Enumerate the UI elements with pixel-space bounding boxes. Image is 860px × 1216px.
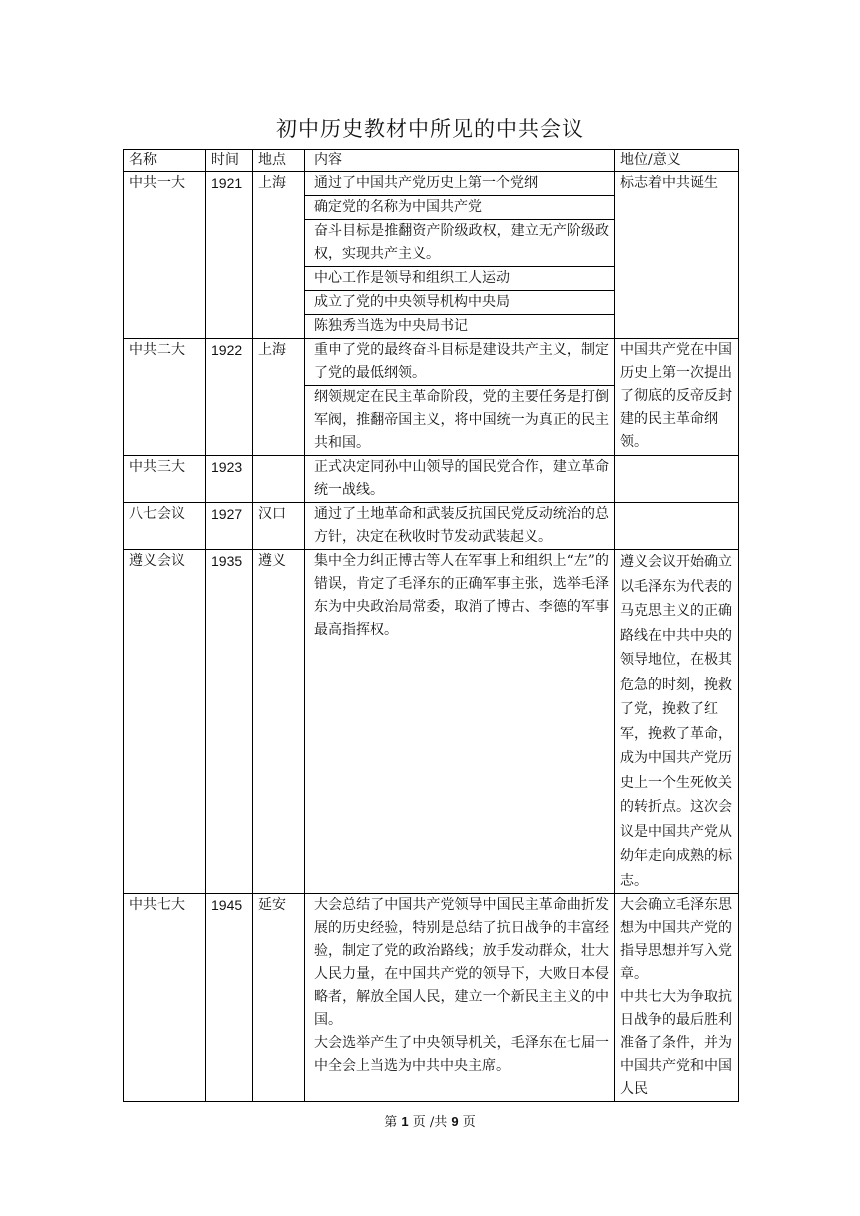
meeting-year: 1922: [206, 339, 253, 456]
table-row: [124, 550, 739, 894]
meeting-content: [305, 894, 615, 1102]
meeting-year: 1927: [206, 503, 253, 550]
meeting-year: 1935: [206, 550, 253, 894]
table-row: [124, 503, 739, 550]
content-item: 中心工作是领导和组织工人运动: [305, 267, 614, 291]
meeting-content: [305, 550, 615, 894]
content-item: 正式决定同孙中山领导的国民党合作，建立革命统一战线。: [314, 459, 609, 498]
header-content: 内容: [305, 150, 615, 172]
content-item: 通过了中国共产党历史上第一个党纲: [305, 172, 614, 196]
meeting-significance: [615, 503, 739, 550]
table-row: [124, 172, 739, 339]
significance-item: 大会确立毛泽东思想为中国共产党的指导思想并写入党章。: [620, 897, 732, 982]
meetings-table: [123, 149, 739, 1102]
meeting-name: 中共一大: [124, 172, 206, 339]
header-time: 时间: [206, 150, 253, 172]
content-item: 重申了党的最终奋斗目标是建设共产主义，制定了党的最低纲领。: [305, 339, 614, 386]
page-footer: [0, 1111, 860, 1130]
meeting-name: 中共七大: [124, 894, 206, 1102]
content-item: 集中全力纠正博古等人在军事上和组织上“左”的错误，肯定了毛泽东的正确军事主张，选举毛泽东为中央政治局常委，取消了博古、李德的军事最高指挥权。: [314, 553, 609, 638]
header-significance: 地位/意义: [615, 150, 739, 172]
content-item: 成立了党的中央领导机构中央局: [305, 291, 614, 315]
meeting-place: 延安: [253, 894, 305, 1102]
table-row: [124, 339, 739, 456]
content-item: 纲领规定在民主革命阶段，党的主要任务是打倒军阀，推翻帝国主义，将中国统一为真正的民主共和国。: [314, 389, 609, 451]
meeting-name: 中共三大: [124, 456, 206, 503]
footer-suffix: 页: [462, 1115, 476, 1130]
header-name: 名称: [124, 150, 206, 172]
content-item: 确定党的名称为中国共产党: [305, 196, 614, 220]
meeting-year: 1945: [206, 894, 253, 1102]
table-row: [124, 456, 739, 503]
content-item: 奋斗目标是推翻资产阶级政权，建立无产阶级政权，实现共产主义。: [305, 220, 614, 267]
meeting-significance: [615, 894, 739, 1102]
page-title: 初中历史教材中所见的中共会议: [276, 117, 584, 141]
content-item: 通过了土地革命和武装反抗国民党反动统治的总方针，决定在秋收时节发动武装起义。: [314, 506, 609, 545]
meeting-content: [305, 172, 615, 339]
meeting-significance: 遵义会议开始确立以毛泽东为代表的马克思主义的正确路线在中共中央的领导地位，在极其危急的时刻，挽救了党，挽救了红军，挽救了革命，成为中国共产党历史上一个生死攸关的转折点。这次会议是中国共产党从幼年走向成熟的标志。: [615, 550, 739, 894]
meeting-place: 上海: [253, 172, 305, 339]
significance-item: 中共七大为争取抗日战争的最后胜利准备了条件，并为中国共产党和中国人民: [620, 989, 732, 1097]
content-item: 大会选举产生了中央领导机关，毛泽东在七届一中全会上当选为中共中央主席。: [314, 1035, 609, 1074]
content-item: 大会总结了中国共产党领导中国民主革命曲折发展的历史经验，特别是总结了抗日战争的丰富经验，制定了党的政治路线；放手发动群众，壮大人民力量，在中国共产党的领导下，大败日本侵略者，解放全国人民，建立一个新民主主义的中国。: [314, 897, 609, 1028]
meeting-significance: [615, 456, 739, 503]
meeting-content: [305, 503, 615, 550]
meeting-content: [305, 339, 615, 456]
footer-page-number: 1: [401, 1114, 409, 1129]
meeting-significance: 标志着中共诞生: [615, 172, 739, 339]
meeting-name: 中共二大: [124, 339, 206, 456]
table-row: [124, 894, 739, 1102]
footer-total-pages: 9: [451, 1114, 459, 1129]
meeting-place: [253, 456, 305, 503]
content-item: 陈独秀当选为中央局书记: [314, 318, 468, 334]
meeting-place: 上海: [253, 339, 305, 456]
meeting-name: 遵义会议: [124, 550, 206, 894]
meeting-place: 遵义: [253, 550, 305, 894]
header-place: 地点: [253, 150, 305, 172]
meeting-year: 1923: [206, 456, 253, 503]
meeting-year: 1921: [206, 172, 253, 339]
meeting-content: [305, 456, 615, 503]
meeting-significance: 中国共产党在中国历史上第一次提出了彻底的反帝反封建的民主革命纲领。: [615, 339, 739, 456]
table-header-row: [124, 150, 739, 172]
meeting-place: 汉口: [253, 503, 305, 550]
footer-middle: 页 /共: [412, 1115, 448, 1130]
meeting-name: 八七会议: [124, 503, 206, 550]
footer-prefix: 第: [384, 1115, 398, 1130]
